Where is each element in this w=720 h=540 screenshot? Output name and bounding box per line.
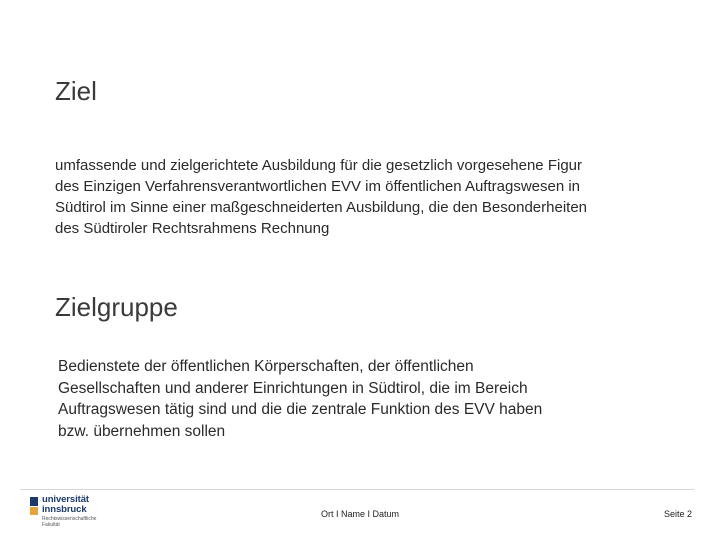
- text-line: Südtirol im Sinne einer maßgeschneiderten Ausbildung, die den Besonderheiten: [55, 199, 588, 216]
- text-line: Bedienstete der öffentlichen Körperschaften, der öffentlichen: [58, 358, 474, 375]
- section-title-ziel: Ziel: [55, 76, 97, 106]
- text-line: des Südtiroler Rechtsrahmens Rechnung: [55, 220, 330, 237]
- section-title-zielgruppe: Zielgruppe: [55, 292, 178, 322]
- footer-divider: [20, 489, 694, 490]
- logo-subtitle: Rechtswissenschaftliche Fakultät: [42, 516, 97, 528]
- section-text-zielgruppe: [58, 356, 618, 442]
- text-line: Auftragswesen tätig sind und die die zentrale Funktion des EVV haben: [58, 401, 543, 418]
- logo-wordmark: universität innsbruck: [42, 494, 89, 515]
- page-number: Seite 2: [663, 509, 692, 519]
- section-text-ziel: [55, 155, 685, 239]
- text-line: umfassende und zielgerichtete Ausbildung für die gesetzlich vorgesehene Figur: [55, 157, 582, 174]
- text-line: bzw. übernehmen sollen: [58, 422, 226, 440]
- text-line: des Einzigen Verfahrensverantwortlichen EVV im öffentlichen Auftragswesen in: [55, 178, 581, 195]
- text-line: Gesellschaften und anderer Einrichtungen in Südtirol, die im Bereich: [58, 379, 528, 397]
- footer-meta: Ort I Name I Datum: [320, 509, 400, 519]
